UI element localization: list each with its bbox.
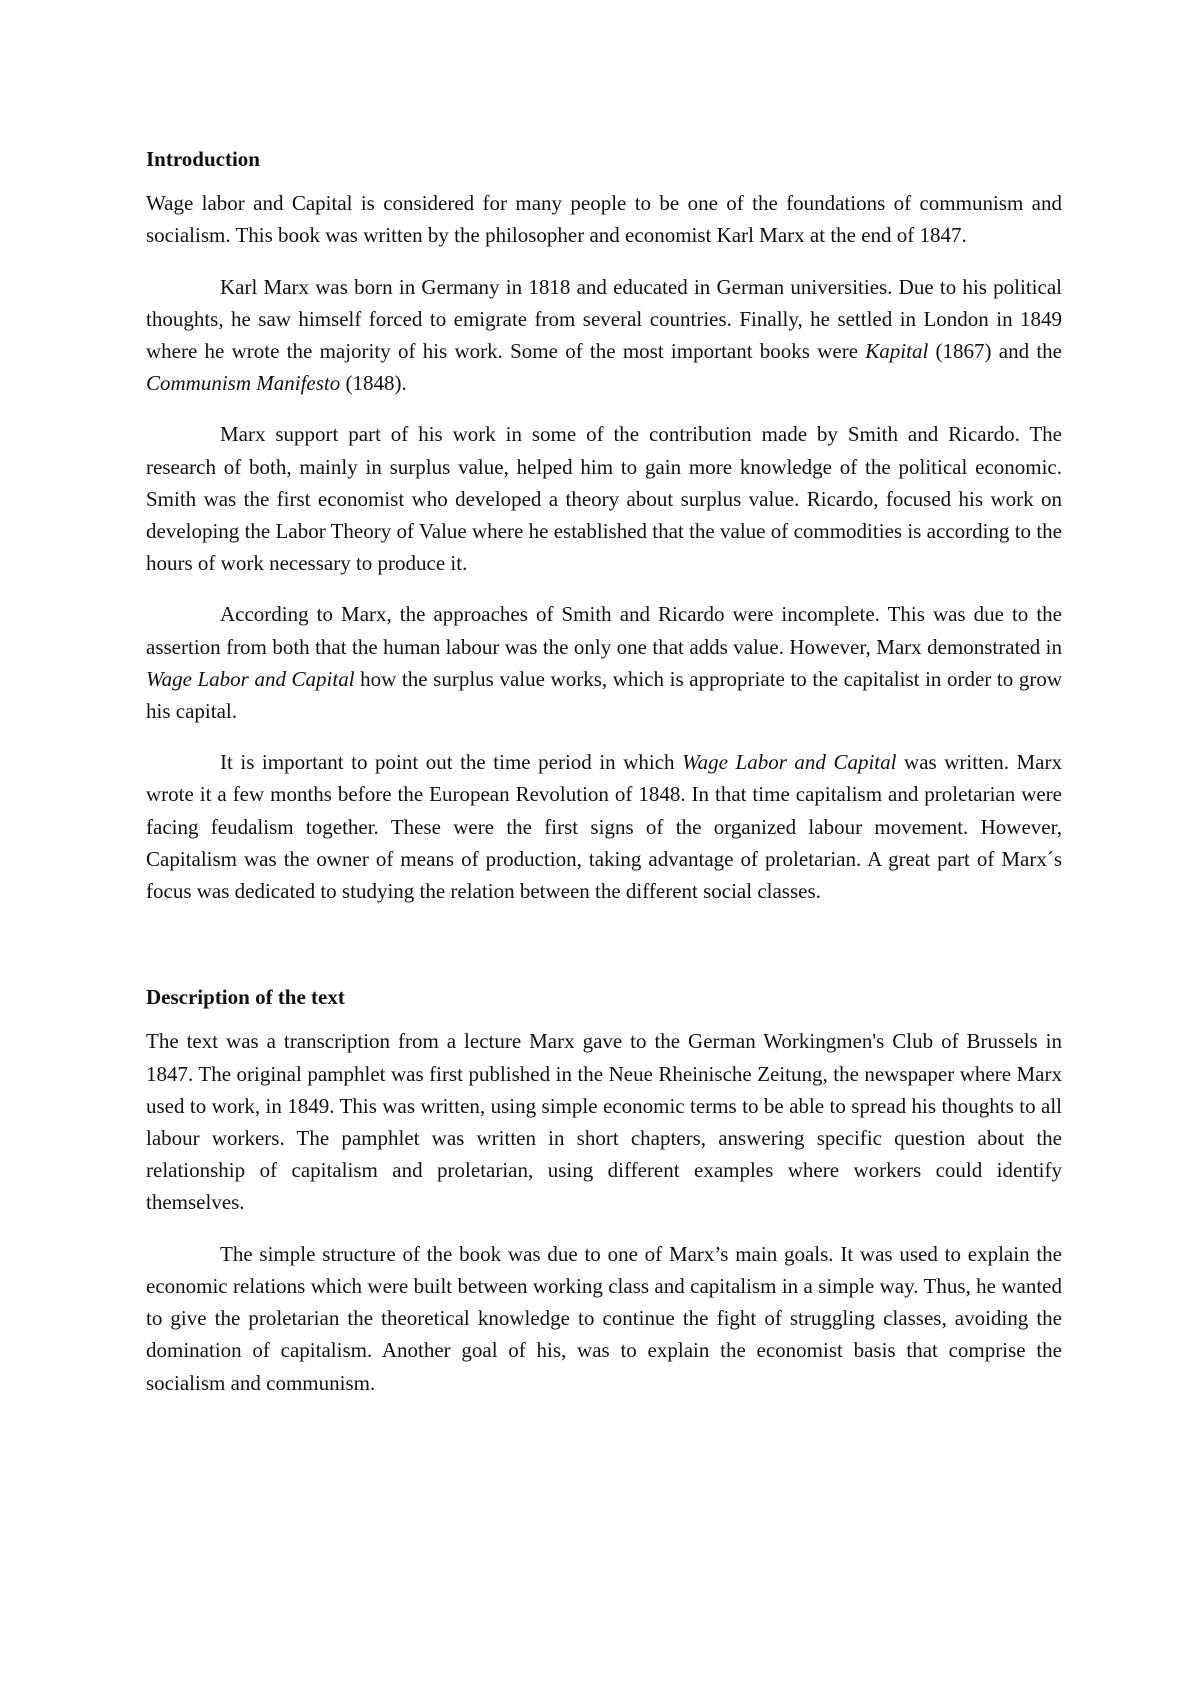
section-heading-description: Description of the text (146, 985, 345, 1010)
intro-paragraph-5 (146, 746, 1062, 907)
intro-paragraph-3: Marx support part of his work in some of the contribution made by Smith and Ricardo. The research of both, mainly in surplus value, helped him to gain more knowledge of the political economic. Smith was the first economist who developed a theory about surplus value. Ricardo, focused his work on developing the Labor Theory of Value where he established that the value of commodities is according to the hours of work necessary to produce it. (146, 422, 1062, 576)
paragraph-text: was written. Marx wrote it a few months before the European Revolution of 1848. In that time capitalism and proletarian were facing feudalism together. These were the first signs of the organized labour movement. However, Capitalism was the owner of means of production, taking advantage of proletarian. A great part of Marx´s focus was dedicated to studying the relation between the different social classes. (146, 750, 1062, 904)
intro-paragraph-1: Wage labor and Capital is considered for many people to be one of the foundations of communism and socialism. This book was written by the philosopher and economist Karl Marx at the end of 1847. (146, 191, 1062, 248)
document-page (146, 143, 1062, 1399)
description-paragraph-1: The text was a transcription from a lecture Marx gave to the German Workingmen's Club of Brussels in 1847. The original pamphlet was first published in the Neue Rheinische Zeitung, the newspaper where Marx used to work, in 1849. This was written, using simple economic terms to be able to spread his thoughts to all labour workers. The pamphlet was written in short chapters, answering specific question about the relationship of capitalism and proletarian, using different examples where workers could identify themselves. (146, 1029, 1062, 1215)
paragraph-text: (1848). (340, 371, 407, 396)
paragraph-text: According to Marx, the approaches of Smith and Ricardo were incomplete. This was due to the assertion from both that the human labour was the only one that adds value. However, Marx demonstrated in (146, 602, 1062, 659)
paragraph-text: how the surplus value works, which is appropriate to the capitalist in order to grow his capital. (146, 666, 1063, 724)
intro-paragraph-2 (146, 271, 1062, 400)
book-title-communism-manifesto: Communism Manifesto (146, 371, 341, 396)
book-title-wage-labor: Wage Labor and Capital (146, 666, 355, 691)
paragraph-text: It is important to point out the time period in which (220, 750, 683, 775)
book-title-wage-labor: Wage Labor and Capital (682, 750, 897, 775)
intro-paragraph-4 (146, 598, 1062, 727)
paragraph-text: Karl Marx was born in Germany in 1818 and educated in German universities. Due to his political thoughts, he saw himself forced to emigrate from several countries. Finally, he settled in London in 1849 where he wrote the majority of his work. Some of the most important books were (146, 274, 1062, 364)
paragraph-text: (1867) and the (928, 339, 1062, 364)
description-paragraph-2: The simple structure of the book was due to one of Marx’s main goals. It was used to explain the economic relations which were built between working class and capitalism in a simple way. Thus, he wanted to give the proletarian the theoretical knowledge to continue the fight of struggling classes, avoiding the domination of capitalism. Another goal of his, was to explain the economist basis that comprise the socialism and communism. (146, 1241, 1062, 1395)
book-title-kapital: Kapital (865, 339, 929, 364)
section-heading-introduction: Introduction (146, 147, 260, 171)
